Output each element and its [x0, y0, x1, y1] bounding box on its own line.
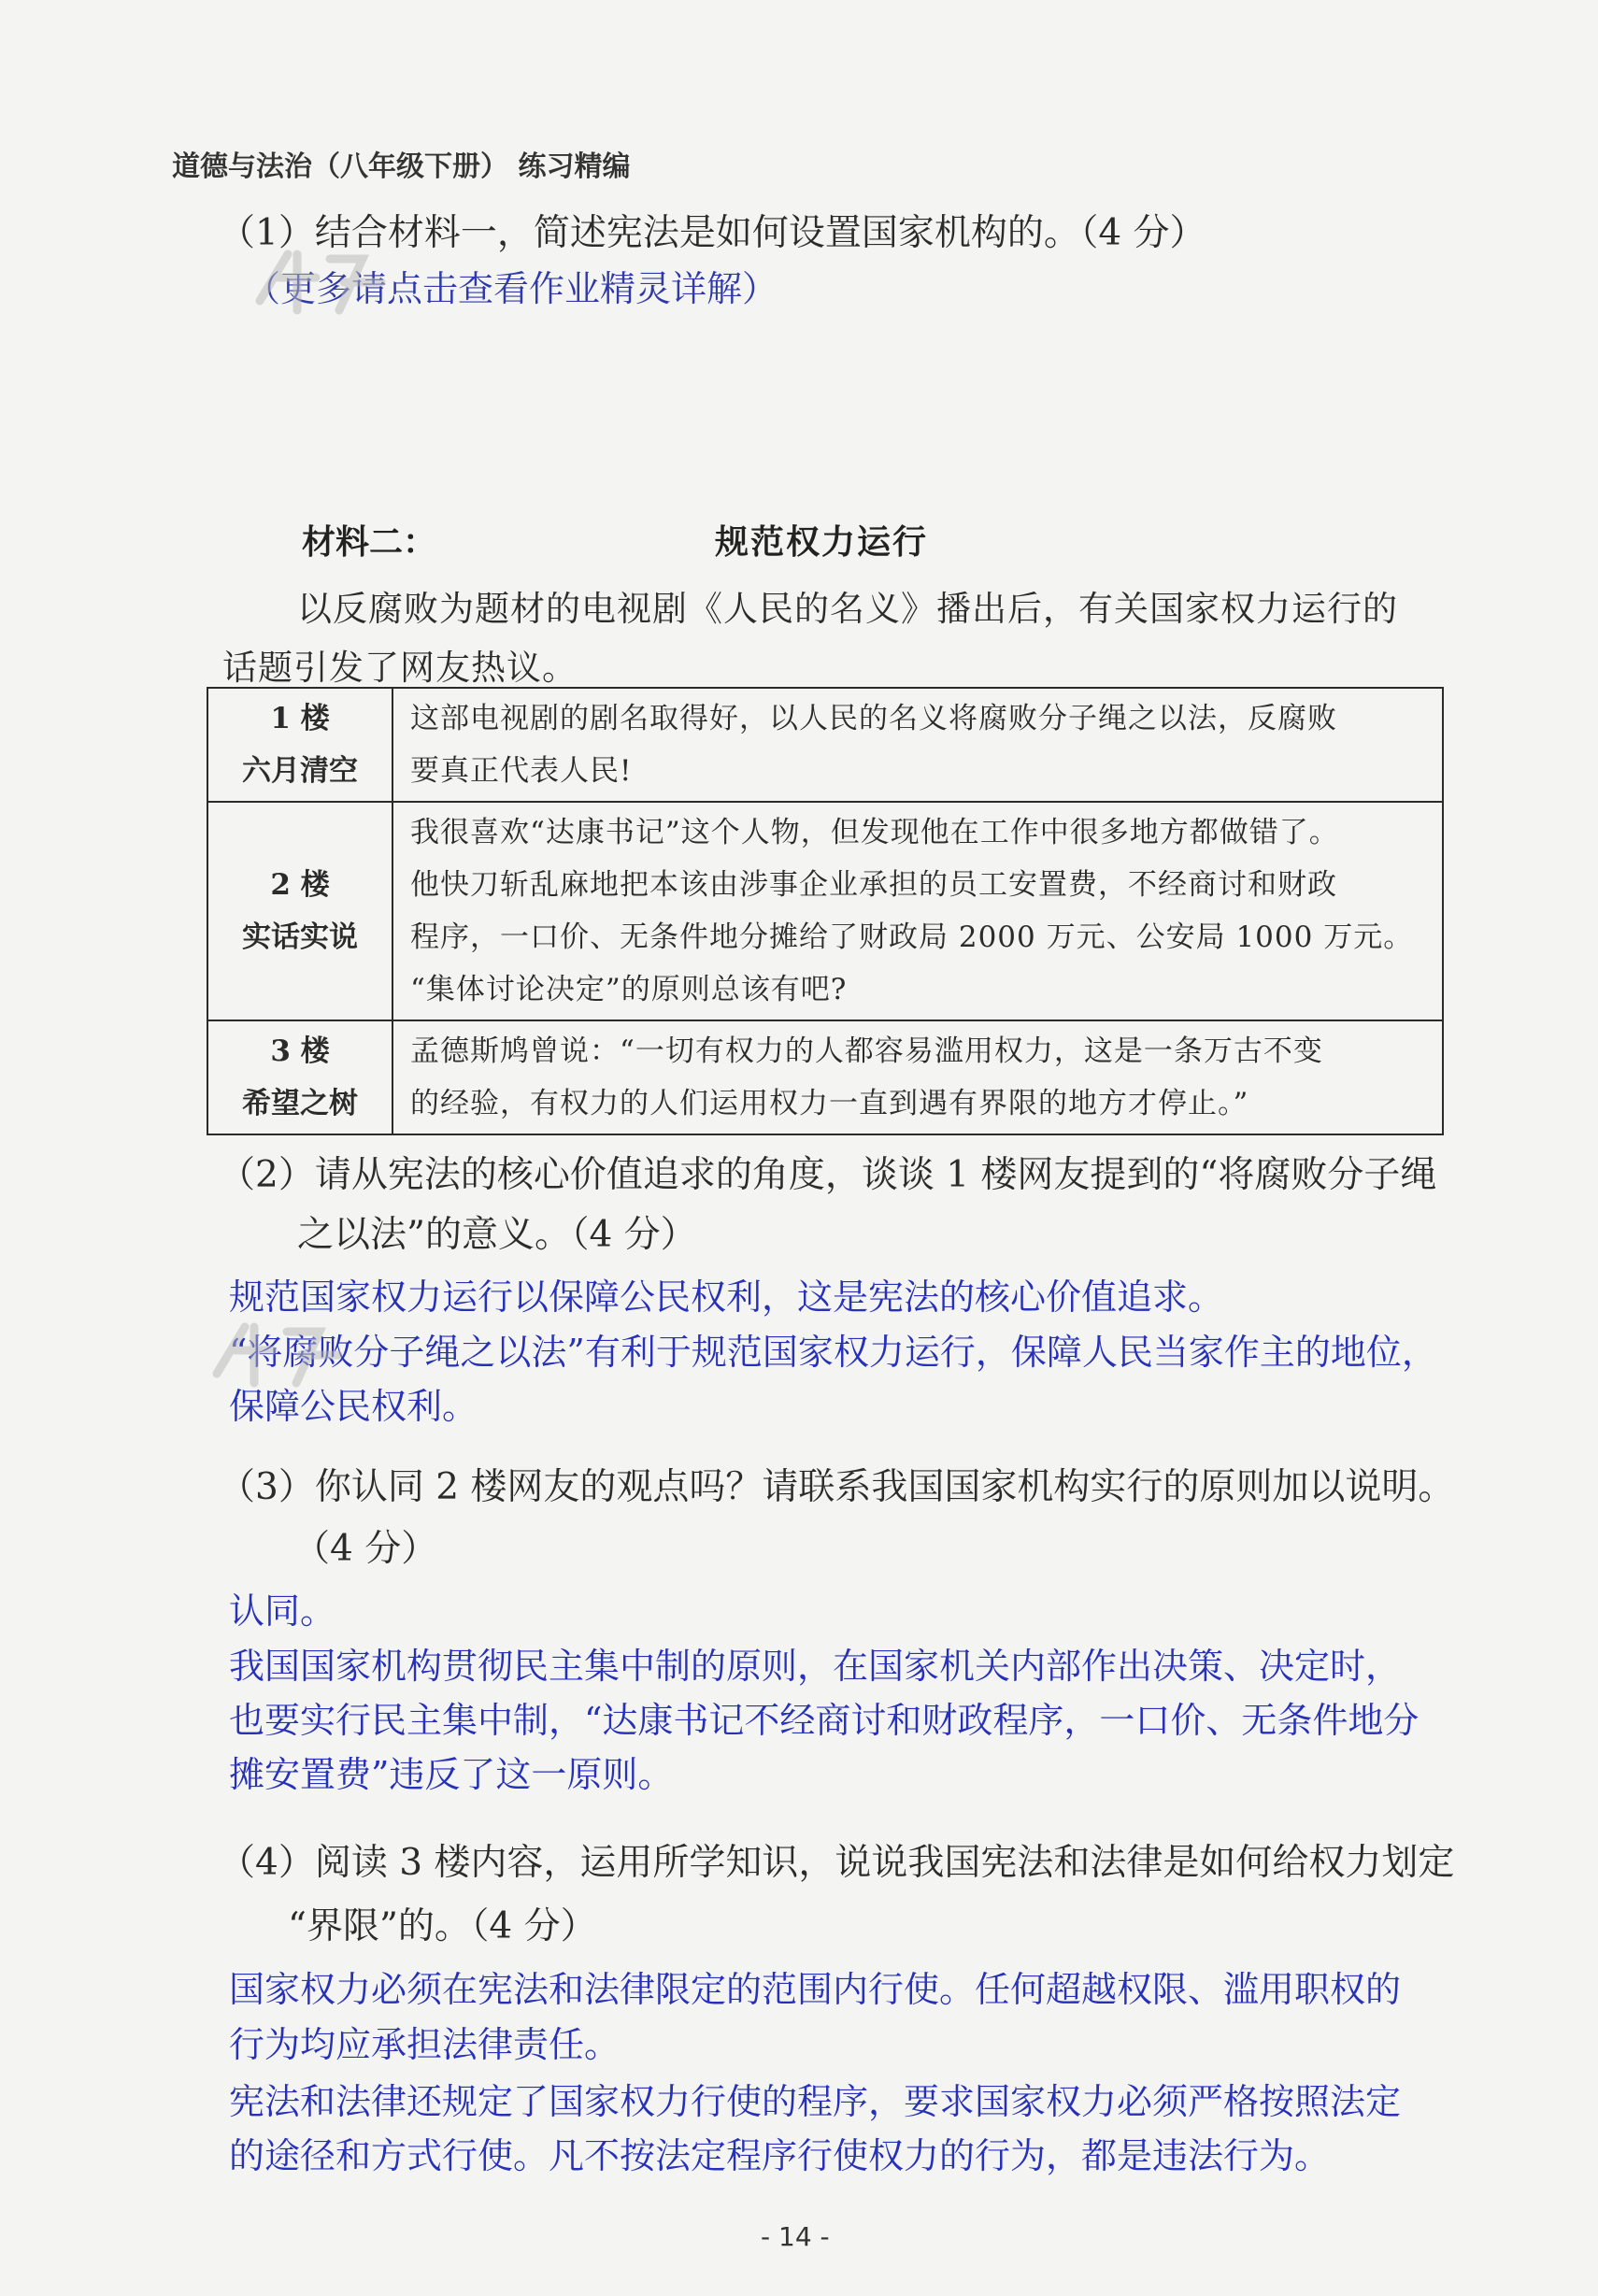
- question-4-line2: “界限”的。（4 分）: [288, 1905, 597, 1947]
- floor-number: 3 楼: [270, 1034, 330, 1068]
- question-3-line1: （3）你认同 2 楼网友的观点吗？请联系我国国家机构实行的原则加以说明。: [219, 1466, 1455, 1508]
- answer-4-line4: 的途径和方式行使。凡不按法定程序行使权力的行为，都是违法行为。: [229, 2135, 1331, 2176]
- floor-number: 2 楼: [270, 868, 330, 902]
- question-1: （1）结合材料一，简述宪法是如何设置国家机构的。（4 分）: [219, 212, 1206, 254]
- post-author-cell: [207, 1020, 392, 1134]
- answer-2-line2: “将腐败分子绳之以法”有利于规范国家权力运行，保障人民当家作主的地位，: [229, 1332, 1437, 1373]
- user-name: 六月清空: [242, 754, 358, 788]
- table-row: [207, 802, 1443, 1020]
- post-line: 要真正代表人民!: [410, 754, 633, 788]
- post-author-cell: [207, 688, 392, 802]
- material-2-intro-line2: 话题引发了网友热议。: [222, 648, 578, 688]
- question-4-line1: （4）阅读 3 楼内容，运用所学知识，说说我国宪法和法律是如何给权力划定: [219, 1842, 1455, 1884]
- user-name: 希望之树: [242, 1087, 358, 1120]
- post-line: “集体讨论决定”的原则总该有吧?: [410, 973, 848, 1006]
- answer-3-line4: 摊安置费”违反了这一原则。: [229, 1754, 674, 1795]
- post-line: 我很喜欢“达康书记”这个人物，但发现他在工作中很多地方都做错了。: [410, 816, 1339, 849]
- post-line: 孟德斯鸠曾说：“一切有权力的人都容易滥用权力，这是一条万古不变: [410, 1034, 1323, 1068]
- post-content-cell: [392, 1020, 1443, 1134]
- answer-4-line1: 国家权力必须在宪法和法律限定的范围内行使。任何超越权限、滥用职权的: [229, 1969, 1402, 2010]
- question-3-line2: （4 分）: [293, 1528, 438, 1570]
- book-header: 道德与法治（八年级下册） 练习精编: [172, 150, 631, 183]
- more-details-link[interactable]: （更多请点击查看作业精灵详解）: [245, 268, 778, 309]
- answer-2-line1: 规范国家权力运行以保障公民权利，这是宪法的核心价值追求。: [229, 1276, 1224, 1318]
- table-row: [207, 1020, 1443, 1134]
- material-2-label: 材料二：: [302, 522, 437, 562]
- post-line: 程序，一口价、无条件地分摊给了财政局 2000 万元、公安局 1000 万元。: [410, 920, 1414, 954]
- floor-number: 1 楼: [270, 702, 330, 735]
- post-content-cell: [392, 802, 1443, 1020]
- material-2-intro-line1: 以反腐败为题材的电视剧《人民的名义》播出后，有关国家权力运行的: [297, 589, 1398, 629]
- answer-3-line3: 也要实行民主集中制，“达康书记不经商讨和财政程序，一口价、无条件地分: [229, 1700, 1420, 1741]
- table-row: [207, 688, 1443, 802]
- post-line: 的经验，有权力的人们运用权力一直到遇有界限的地方才停止。”: [410, 1087, 1249, 1120]
- answer-4-line2: 行为均应承担法律责任。: [229, 2024, 621, 2065]
- answer-3-line1: 认同。: [229, 1590, 336, 1632]
- forum-posts-table: [207, 687, 1444, 1135]
- post-author-cell: [207, 802, 392, 1020]
- post-content-cell: [392, 688, 1443, 802]
- post-line: 他快刀斩乱麻地把本该由涉事企业承担的员工安置费，不经商讨和财政: [410, 868, 1337, 902]
- question-2-line2: 之以法”的意义。（4 分）: [297, 1214, 697, 1256]
- answer-3-line2: 我国国家机构贯彻民主集中制的原则，在国家机关内部作出决策、决定时，: [229, 1646, 1402, 1687]
- post-line: 这部电视剧的剧名取得好，以人民的名义将腐败分子绳之以法，反腐败: [410, 702, 1337, 735]
- question-2-line1: （2）请从宪法的核心价值追求的角度，谈谈 1 楼网友提到的“将腐败分子绳: [219, 1154, 1437, 1196]
- answer-4-line3: 宪法和法律还规定了国家权力行使的程序，要求国家权力必须严格按照法定: [229, 2081, 1402, 2122]
- user-name: 实话实说: [242, 920, 358, 954]
- answer-2-line3: 保障公民权利。: [229, 1386, 478, 1427]
- page-number: - 14 -: [761, 2221, 830, 2252]
- material-2-heading: 规范权力运行: [715, 522, 929, 562]
